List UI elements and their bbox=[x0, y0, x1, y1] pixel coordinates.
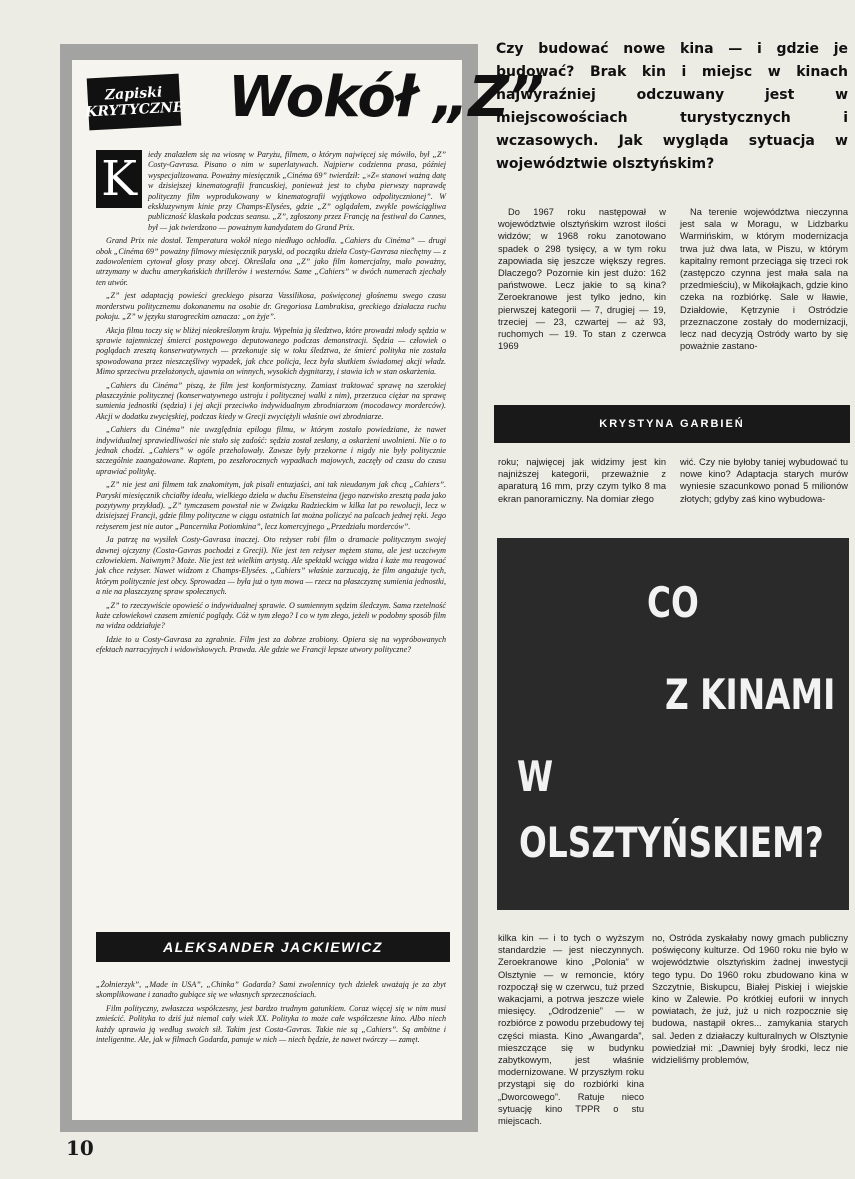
author-right: KRYSTYNA GARBIEŃ bbox=[494, 405, 850, 443]
article-body-after bbox=[96, 980, 446, 1048]
right-column-2-bottom bbox=[652, 932, 848, 1172]
headline-poster bbox=[497, 538, 849, 910]
right-column-1-top bbox=[498, 206, 666, 394]
body-paragraph: Film polityczny, zwłaszcza współczesny, jest bardzo trudnym gatunkiem. Coraz więcej się w nim musi zmieścić. Polityka to dziś już niemal cały wiek XX. Polityka to może całe współczesne kino. Albo niech każdy uprawia ją według swoich sił. Takim jest Costa-Gavras. Takie nie są „Cahiers”. Są ambitne i inteligentne. Ale, jak w filmach Godarda, panuje w nich — niech będzie, że nawet twórczy — zamęt. bbox=[96, 1003, 446, 1045]
poster-line-2: Z KINAMI bbox=[665, 670, 836, 719]
text-block: roku; najwięcej jak widzimy jest kin najniższej kategorii, przeważnie z aparaturą 16 mm, przy czym tylko 8 ma ekran panoramiczny. Na domiar złego bbox=[498, 457, 666, 504]
author-left: ALEKSANDER JACKIEWICZ bbox=[96, 932, 450, 962]
drop-cap: K bbox=[96, 150, 142, 208]
right-column-2-top bbox=[680, 206, 848, 394]
text-block: Na terenie województwa nieczynna jest sala w Moragu, w Lidzbarku Warmińskim, w którym modernizacja trwa już dwa lata, w Piszu, w którym kapitalny remont przeciąga się trzeci rok (zastępczo czynna jest mała sala na przedmieściu), w Mikołajkach, gdzie kino czeka na rozbiórkę. Sale w Iławie, Działdowie, Kętrzynie i Ostródzie przeznaczone zostały do modernizacji, lecz nad decyzją Ostródy warto by się poważnie zastano- bbox=[680, 207, 848, 352]
body-paragraph: Grand Prix nie dostał. Temperatura wokół niego niedługo ochłodła. „Cahiers du Cinéma” — drugi obok „Cinéma 69” poważny filmowy miesięcznik paryski, od początku dzieła Costy-Gavrasa niechętny — z zadowoleniem cytował głosy prasy obcej. Określała ona „Z” jako film komercjalny, mało poważny, utrzymany w duchu amerykańskich thrillerów i westernów. Same „Cahiers” w dwóch numerach zjechały ten utwór. bbox=[96, 236, 446, 287]
body-paragraph: „Cahiers du Cinéma” piszą, że film jest konformistyczny. Zamiast traktować sprawę na szerokiej płaszczyźnie politycznej (konserwatywnego ustroju i politycznej walki z nim), przerzuca ciężar na sprawę sumienia jednostki (sędzia) i jej akcji przeciwko indywidualnym zbrodniarzom (mocodawcy morderców). Akcji w dodatku zwycięskiej, podczas kiedy w Grecji zwyciężyli właśnie owi zbrodniarze. bbox=[96, 380, 446, 421]
page-number: 10 bbox=[66, 1136, 94, 1160]
lead-paragraph: Czy budować nowe kina — i gdzie je budować? Brak kin i miejsc w kinach najwyraźniej odczuwany jest w miejscowościach turystycznych i wczasowych. Jak wygląda sytuacja w województwie olsztyńskim? bbox=[496, 41, 848, 172]
body-paragraph: „Z” jest adaptacją powieści greckiego pisarza Vassilikosa, poświęconej głośnemu swego czasu morderstwu politycznemu dokonanemu na osobie dr. Gregoriosa Lambrakisa, greckiego działacza ruchu pokoju. „Z” w języku starogreckim oznacza: „on żyje”. bbox=[96, 291, 446, 322]
text-block: no, Ostróda zyskałaby nowy gmach publiczny poświęcony kulturze. Od 1960 roku nie było w województwie olsztyńskim żadnej inwestycji tego typu. Do 1960 roku zbudowano kina w Szczytnie, Biskupcu, Białej Piskiej i wiejskie kino w Zalewie. Po krótkiej euforii w innych powiatach, że już, już u nich rozpocznie się budowa, nastąpił okres... zamykania starych sal. Jeden z działaczy kulturalnych w Olsztynie powiedział mi: „Dawniej były środki, lecz nie widzieliśmy problemów, bbox=[652, 933, 848, 1066]
article-title: Wokół „Z” bbox=[228, 65, 544, 130]
badge-line-2: KRYTYCZNE bbox=[84, 99, 184, 121]
body-paragraph: „Z” nie jest ani filmem tak znakomitym, jak pisali entuzjaści, ani tak nieudanym jak chcą „Cahiers”. Paryski miesięcznik chciałby ideału, wielkiego dzieła w duchu Eisensteina (jego nazwisko zresztą pada jako pozytywny przykład). „Z” tymczasem powstał nie w Związku Radzieckim w kilka lat po rewolucji, lecz w dzisiejszej Francji, gdzie filmy polityczne w ciągu ostatnich lat można policzyć na palcach jednej ręki. Jego reżyserem jest nie autor „Pancernika Potiomkina”, lecz komercyjnego „Przedziału morderców”. bbox=[96, 480, 446, 531]
column-badge bbox=[84, 74, 184, 131]
body-paragraphs bbox=[96, 236, 446, 655]
body-paragraph: „Żołnierzyk”, „Made in USA”, „Chinka” Godarda? Sami zwolennicy tych dziełek uważają je za zbyt skomplikowane i zanadto gubiące się we własnych sprzecznościach. bbox=[96, 980, 446, 1000]
poster-line-4: OLSZTYŃSKIEM? bbox=[519, 818, 824, 867]
intro-paragraph: iedy znalazłem się na wiosnę w Paryżu, filmem, o którym najwięcej się mówiło, był „Z” Costy-Gavrasa. Pisano o nim w superlatywach. Najpierw codzienna prasa, później wyspecjalizowana. Poważny miesięcznik „Cinéma 69” twierdził: „»Z« stanowi ważną datę w dzisiejszej kinematografii francuskiej, ponieważ jest to chyba pierwszy naprawdę polityczny film wyprodukowany w kinematografii wyjątkowo odpolitycznionej”. W ekskluzywnym kinie przy Champs-Elysées, gdzie „Z” oglądałem, zwykle powściągliwa publiczność klaskała podczas seansu. „Z”, zgłoszony przez Francję na festiwal do Cannes, był — jak twierdzono — poważnym kandydatem do Grand Prix. bbox=[148, 150, 446, 232]
body-paragraph: Akcja filmu toczy się w bliżej nieokreślonym kraju. Wypełnia ją śledztwo, które prowadzi młody sędzia w sprawie tajemniczej śmierci postępowego deputowanego podczas demonstracji. Sędzia — człowiek o poglądach zresztą konserwatywnych — przekonuje się w toku śledztwa, że śmierć polityka nie została spowodowana przez nieszczęśliwy wypadek, jak chce policja, lecz była skutkiem świadomej akcji władz. Mimo sprzeciwu przełożonych, ujawnia on winnych, wysokich dygnitarzy, i stawia ich w stan oskarżenia. bbox=[96, 325, 446, 377]
poster-line-3: W bbox=[517, 752, 554, 801]
body-paragraph: Idzie to u Costy-Gavrasa za zgrabnie. Film jest za dobrze zrobiony. Opiera się na wypróbowanych efektach narracyjnych i widowiskowych. Prawda. Ale gdzie we Francji lepsze utwory polityczne? bbox=[96, 634, 446, 655]
body-paragraph: „Z” to rzeczywiście opowieść o indywidualnej sprawie. O sumiennym sędzim śledczym. Sama rzetelność każe człowiekowi czasem zmienić poglądy. Cóż w tym złego? I co w tym złego, jeżeli w podobny sposób film na widza oddziałuje? bbox=[96, 600, 446, 631]
body-paragraph: „Cahiers du Cinéma” nie uwzględnia epilogu filmu, w którym zostało powiedziane, że nawet indywidualnej sprawiedliwości nie stało się zadość: sędzia został zesłany, a oskarżeni uwolnieni. Nie o to jednak chodzi. „Cahiers” w ogóle przeholowały. Zawsze były przekorne i nigdy nie były politycznie szczególnie zaangażowane. Raptem, po zeszłorocznych wypadkach majowych, zaczęły od czasu do czasu uprawiać politykę. bbox=[96, 425, 446, 476]
text-block: Do 1967 roku następował w województwie olsztyńskim wzrost ilości widzów; w 1968 roku zanotowano spadek o 298 tysięcy, a w tym roku zapowiada się jeszcze większy regres. Dlaczego? Pozornie kin jest dużo: 162 państwowe. Lecz jakie to są kina? Zeroekranowe jest tylko jedno, kin pierwszej kategorii — 7, drugiej — 19, trzeciej — 23, czwartej — aż 93, ruchomych — 19. To stan z czerwca 1969 bbox=[498, 207, 666, 352]
right-column-1-bottom bbox=[498, 932, 644, 1172]
text-block: wić. Czy nie byłoby taniej wybudować tu nowe kino? Adaptacja starych murów wyniesie szacunkowo ponad 5 milionów złotych; gdyby zaś kino wybudowa- bbox=[680, 457, 848, 504]
right-column-1-mid bbox=[498, 456, 666, 528]
body-paragraph: Ja patrzę na wysiłek Costy-Gavrasa inaczej. Oto reżyser robi film o dramacie politycznym swojej dawnej ojczyzny (Costa-Gavras pochodzi z Grecji). Nie jest ten reżyser mężem stanu, ale jest uczciwym człowiekiem. Naiwnym? Może. Nie jest też wielkim artystą. Ale spektakl wciąga widza i każe mu reagować jak chce reżyser. Nawet widzom z Champs-Elysées. „Cahiers” właśnie zarzucają, że film angażuje tych, którym politycznie jest obcy. Sprowadza — była już o tym mowa — rzecz na płaszczyznę sumienia jednostki, a nie na płaszczyznę spraw społecznych. bbox=[96, 535, 446, 597]
badge-line-1: Zapiski bbox=[104, 84, 163, 104]
right-column-2-mid bbox=[680, 456, 848, 528]
article-body bbox=[96, 150, 446, 659]
poster-line-1: CO bbox=[647, 578, 699, 627]
text-block: kilka kin — i to tych o wyższym standardzie — jest nieczynnych. Zeroekranowe kino „Polonia” w Olsztynie — w remoncie, który rozpoczął się w czerwcu, tuż przed wakacjami, a potrwa jeszcze wiele miesięcy. „Odrodzenie” — w rozbiórce z powodu przebudowy tej części miasta. Kino „Awangarda”, mieszczące się w budynku zabytkowym, jest właśnie modernizowane. W przyszłym roku przystąpi się do rozbiórki kina „Dworcowego”. Ratuje nieco sytuację kino TPPR o stu miejscach. bbox=[498, 933, 644, 1127]
